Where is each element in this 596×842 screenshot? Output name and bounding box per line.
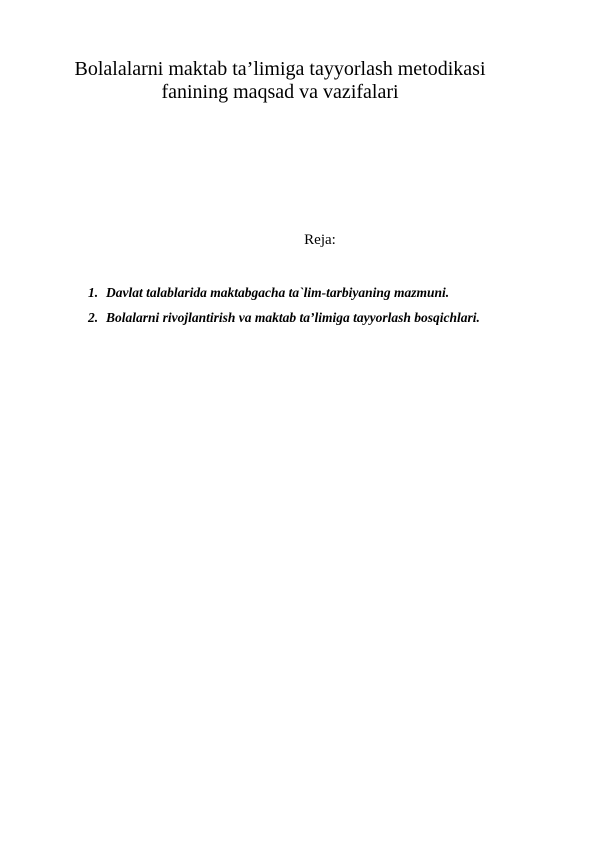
document-title [60,58,500,104]
plan-item-number: 2. [88,310,99,325]
plan-item-text: Bolalarni rivojlantirish va maktab ta’limiga tayyorlash bosqichlari. [106,310,480,325]
title-line-1: Bolalalarni maktab ta’limiga tayyorlash metodikasi [74,58,486,80]
plan-item-text: Davlat talablarida maktabgacha ta`lim-tarbiyaning mazmuni. [106,285,450,300]
plan-item-number: 1. [88,285,99,300]
title-line-2: fanining maqsad va vazifalari [161,81,399,103]
plan-item-1 [88,284,568,302]
plan-item-2 [88,309,568,327]
plan-list [88,284,568,334]
plan-heading: Reja: [304,232,336,248]
